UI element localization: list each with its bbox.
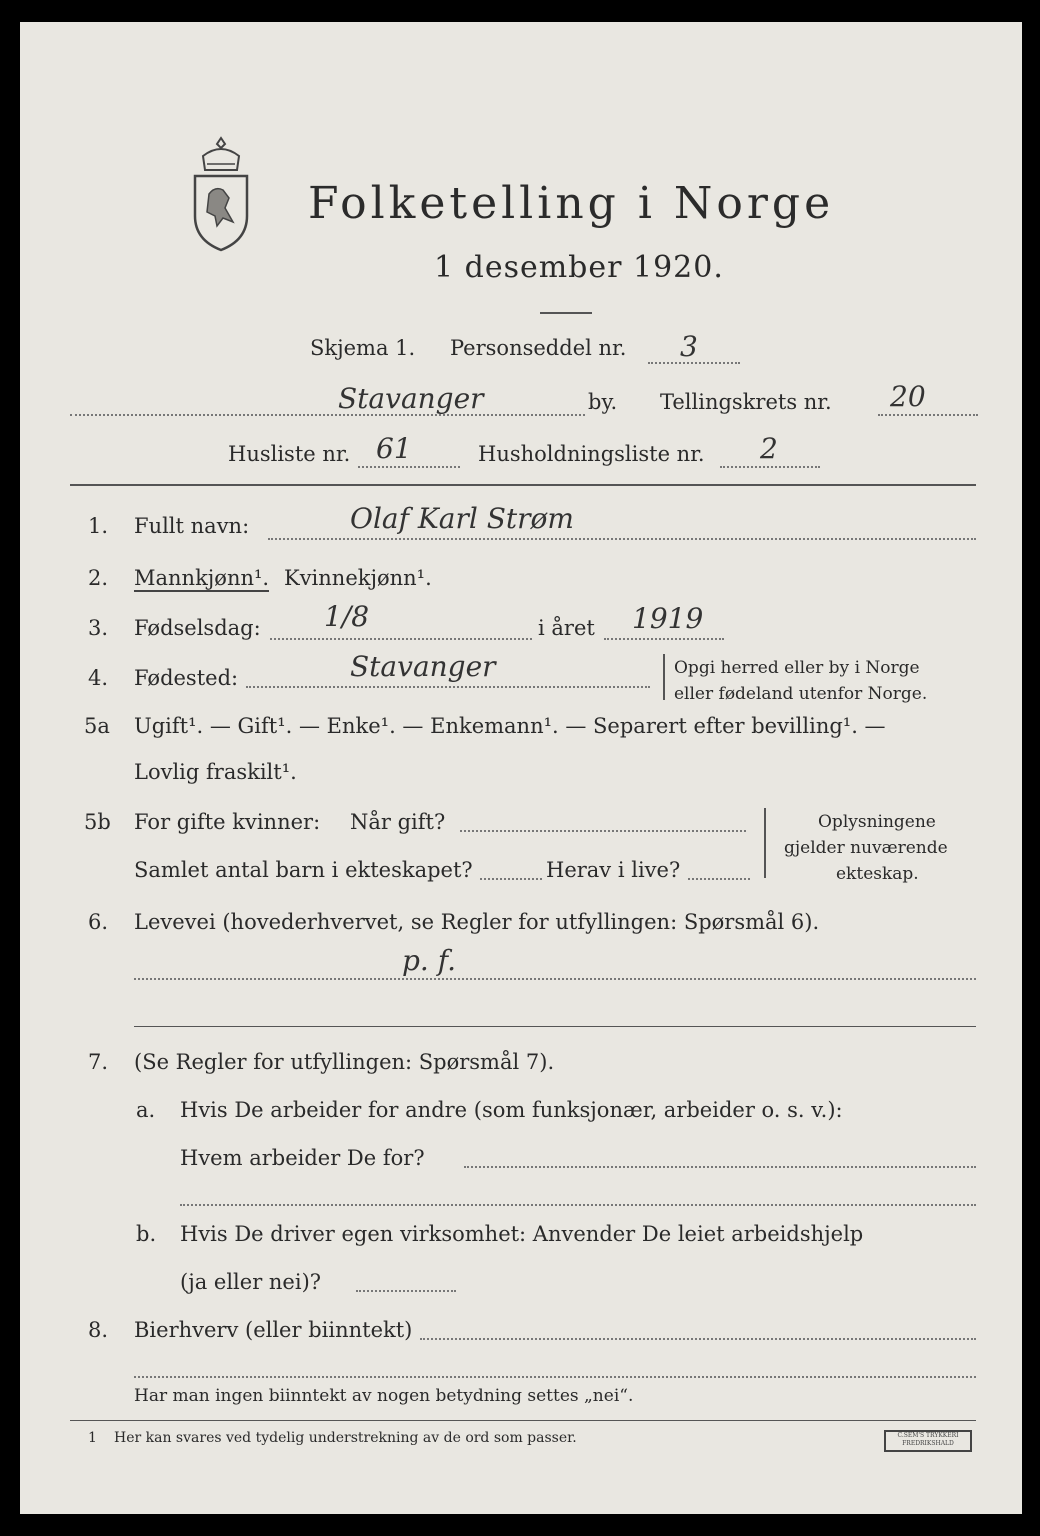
birth-year-value[interactable]: 1919: [632, 602, 704, 635]
city-value[interactable]: Stavanger: [338, 382, 484, 415]
header-rule: [70, 484, 976, 486]
q3-label: Fødselsdag:: [134, 616, 261, 640]
q7a-line-1: Hvis De arbeider for andre (som funksjonær, arbeider o. s. v.):: [180, 1098, 843, 1122]
form-title: Folketelling i Norge: [308, 178, 835, 229]
footnote-rule: [70, 1420, 976, 1421]
side-income-note: Har man ingen biinntekt av nogen betydning settes „nei“.: [134, 1386, 634, 1406]
employer-line-2: [180, 1204, 976, 1206]
q4-number: 4.: [88, 666, 109, 690]
full-name-value[interactable]: Olaf Karl Strøm: [350, 502, 574, 535]
side-income-line: [420, 1338, 976, 1340]
title-divider: [540, 312, 592, 314]
husholdning-line: [720, 466, 820, 468]
personseddel-value[interactable]: 3: [680, 330, 698, 363]
census-date: 1 desember 1920.: [434, 250, 724, 285]
q6-label: Levevei (hovederhvervet, se Regler for utfyllingen: Spørsmål 6).: [134, 910, 820, 934]
q7-label: (Se Regler for utfyllingen: Spørsmål 7).: [134, 1050, 555, 1074]
footnote-text: Her kan svares ved tydelig understrekning av de ord som passer.: [114, 1430, 577, 1446]
census-form-sheet: [20, 22, 1022, 1514]
q8-label: Bierhverv (eller biinntekt): [134, 1318, 413, 1342]
q5b-label-1: For gifte kvinner:: [134, 810, 321, 834]
birthday-line: [270, 638, 532, 640]
q5b-note-3: ekteskap.: [836, 864, 919, 884]
marital-options[interactable]: Ugift¹. — Gift¹. — Enke¹. — Enkemann¹. — Separert efter bevilling¹. —: [134, 714, 886, 738]
birthday-value[interactable]: 1/8: [324, 600, 370, 633]
married-when-line: [460, 830, 746, 832]
husliste-value[interactable]: 61: [376, 432, 412, 465]
q4-label: Fødested:: [134, 666, 239, 690]
q7b-letter: b.: [136, 1222, 157, 1246]
year-line: [604, 638, 724, 640]
birthplace-note-2: eller fødeland utenfor Norge.: [674, 684, 928, 704]
q5a-number: 5a: [84, 714, 110, 738]
children-line: [480, 878, 542, 880]
q5b-label-2: Når gift?: [350, 810, 446, 834]
female-option[interactable]: Kvinnekjønn¹.: [284, 566, 432, 590]
q1-line: [268, 538, 976, 540]
birthplace-line: [246, 686, 650, 688]
coat-of-arms-icon: [185, 134, 257, 254]
q3-number: 3.: [88, 616, 109, 640]
q6-number: 6.: [88, 910, 109, 934]
q5b-note-1: Oplysningene: [818, 812, 936, 832]
q2-number: 2.: [88, 566, 109, 590]
occupation-value[interactable]: p. f.: [402, 944, 456, 977]
tellingskrets-label: Tellingskrets nr.: [660, 390, 832, 414]
husholdning-value[interactable]: 2: [760, 432, 778, 465]
q5b-number: 5b: [84, 810, 111, 834]
q7b-line-2: (ja eller nei)?: [180, 1270, 322, 1294]
q8-number: 8.: [88, 1318, 109, 1342]
husholdning-label: Husholdningsliste nr.: [478, 442, 705, 466]
birthplace-value[interactable]: Stavanger: [350, 650, 496, 683]
husliste-line: [358, 466, 460, 468]
occupation-line: [134, 978, 976, 980]
printer-stamp: C.SEM'S TRYKKERI FREDRIKSHALD: [884, 1430, 972, 1452]
tellingskrets-value[interactable]: 20: [890, 380, 926, 413]
male-option[interactable]: Mannkjønn¹.: [134, 566, 270, 590]
year-label: i året: [538, 616, 595, 640]
marital-option-divorced[interactable]: Lovlig fraskilt¹.: [134, 760, 297, 784]
birthplace-note-1: Opgi herred eller by i Norge: [674, 658, 920, 678]
hired-help-line: [356, 1290, 456, 1292]
q1-label: Fullt navn:: [134, 514, 250, 538]
q5b-brace: [764, 808, 766, 878]
husliste-label: Husliste nr.: [228, 442, 351, 466]
employer-line: [464, 1166, 976, 1168]
by-label: by.: [588, 390, 618, 414]
occupation-rule: [134, 1026, 976, 1027]
birthplace-brace: [663, 654, 665, 700]
q7a-letter: a.: [136, 1098, 156, 1122]
tellingskrets-line: [878, 414, 978, 416]
skjema-label: Skjema 1.: [310, 336, 416, 360]
personseddel-label: Personseddel nr.: [450, 336, 627, 360]
q5b-label-4: Herav i live?: [546, 858, 681, 882]
q5b-note-2: gjelder nuværende: [784, 838, 948, 858]
side-income-line-2: [134, 1376, 976, 1378]
alive-line: [688, 878, 750, 880]
q7b-line-1: Hvis De driver egen virksomhet: Anvender De leiet arbeidshjelp: [180, 1222, 864, 1246]
footnote-mark: 1: [88, 1430, 97, 1446]
q7a-line-2: Hvem arbeider De for?: [180, 1146, 425, 1170]
city-line: [70, 414, 585, 416]
q5b-label-3: Samlet antal barn i ekteskapet?: [134, 858, 473, 882]
q1-number: 1.: [88, 514, 109, 538]
q7-number: 7.: [88, 1050, 109, 1074]
